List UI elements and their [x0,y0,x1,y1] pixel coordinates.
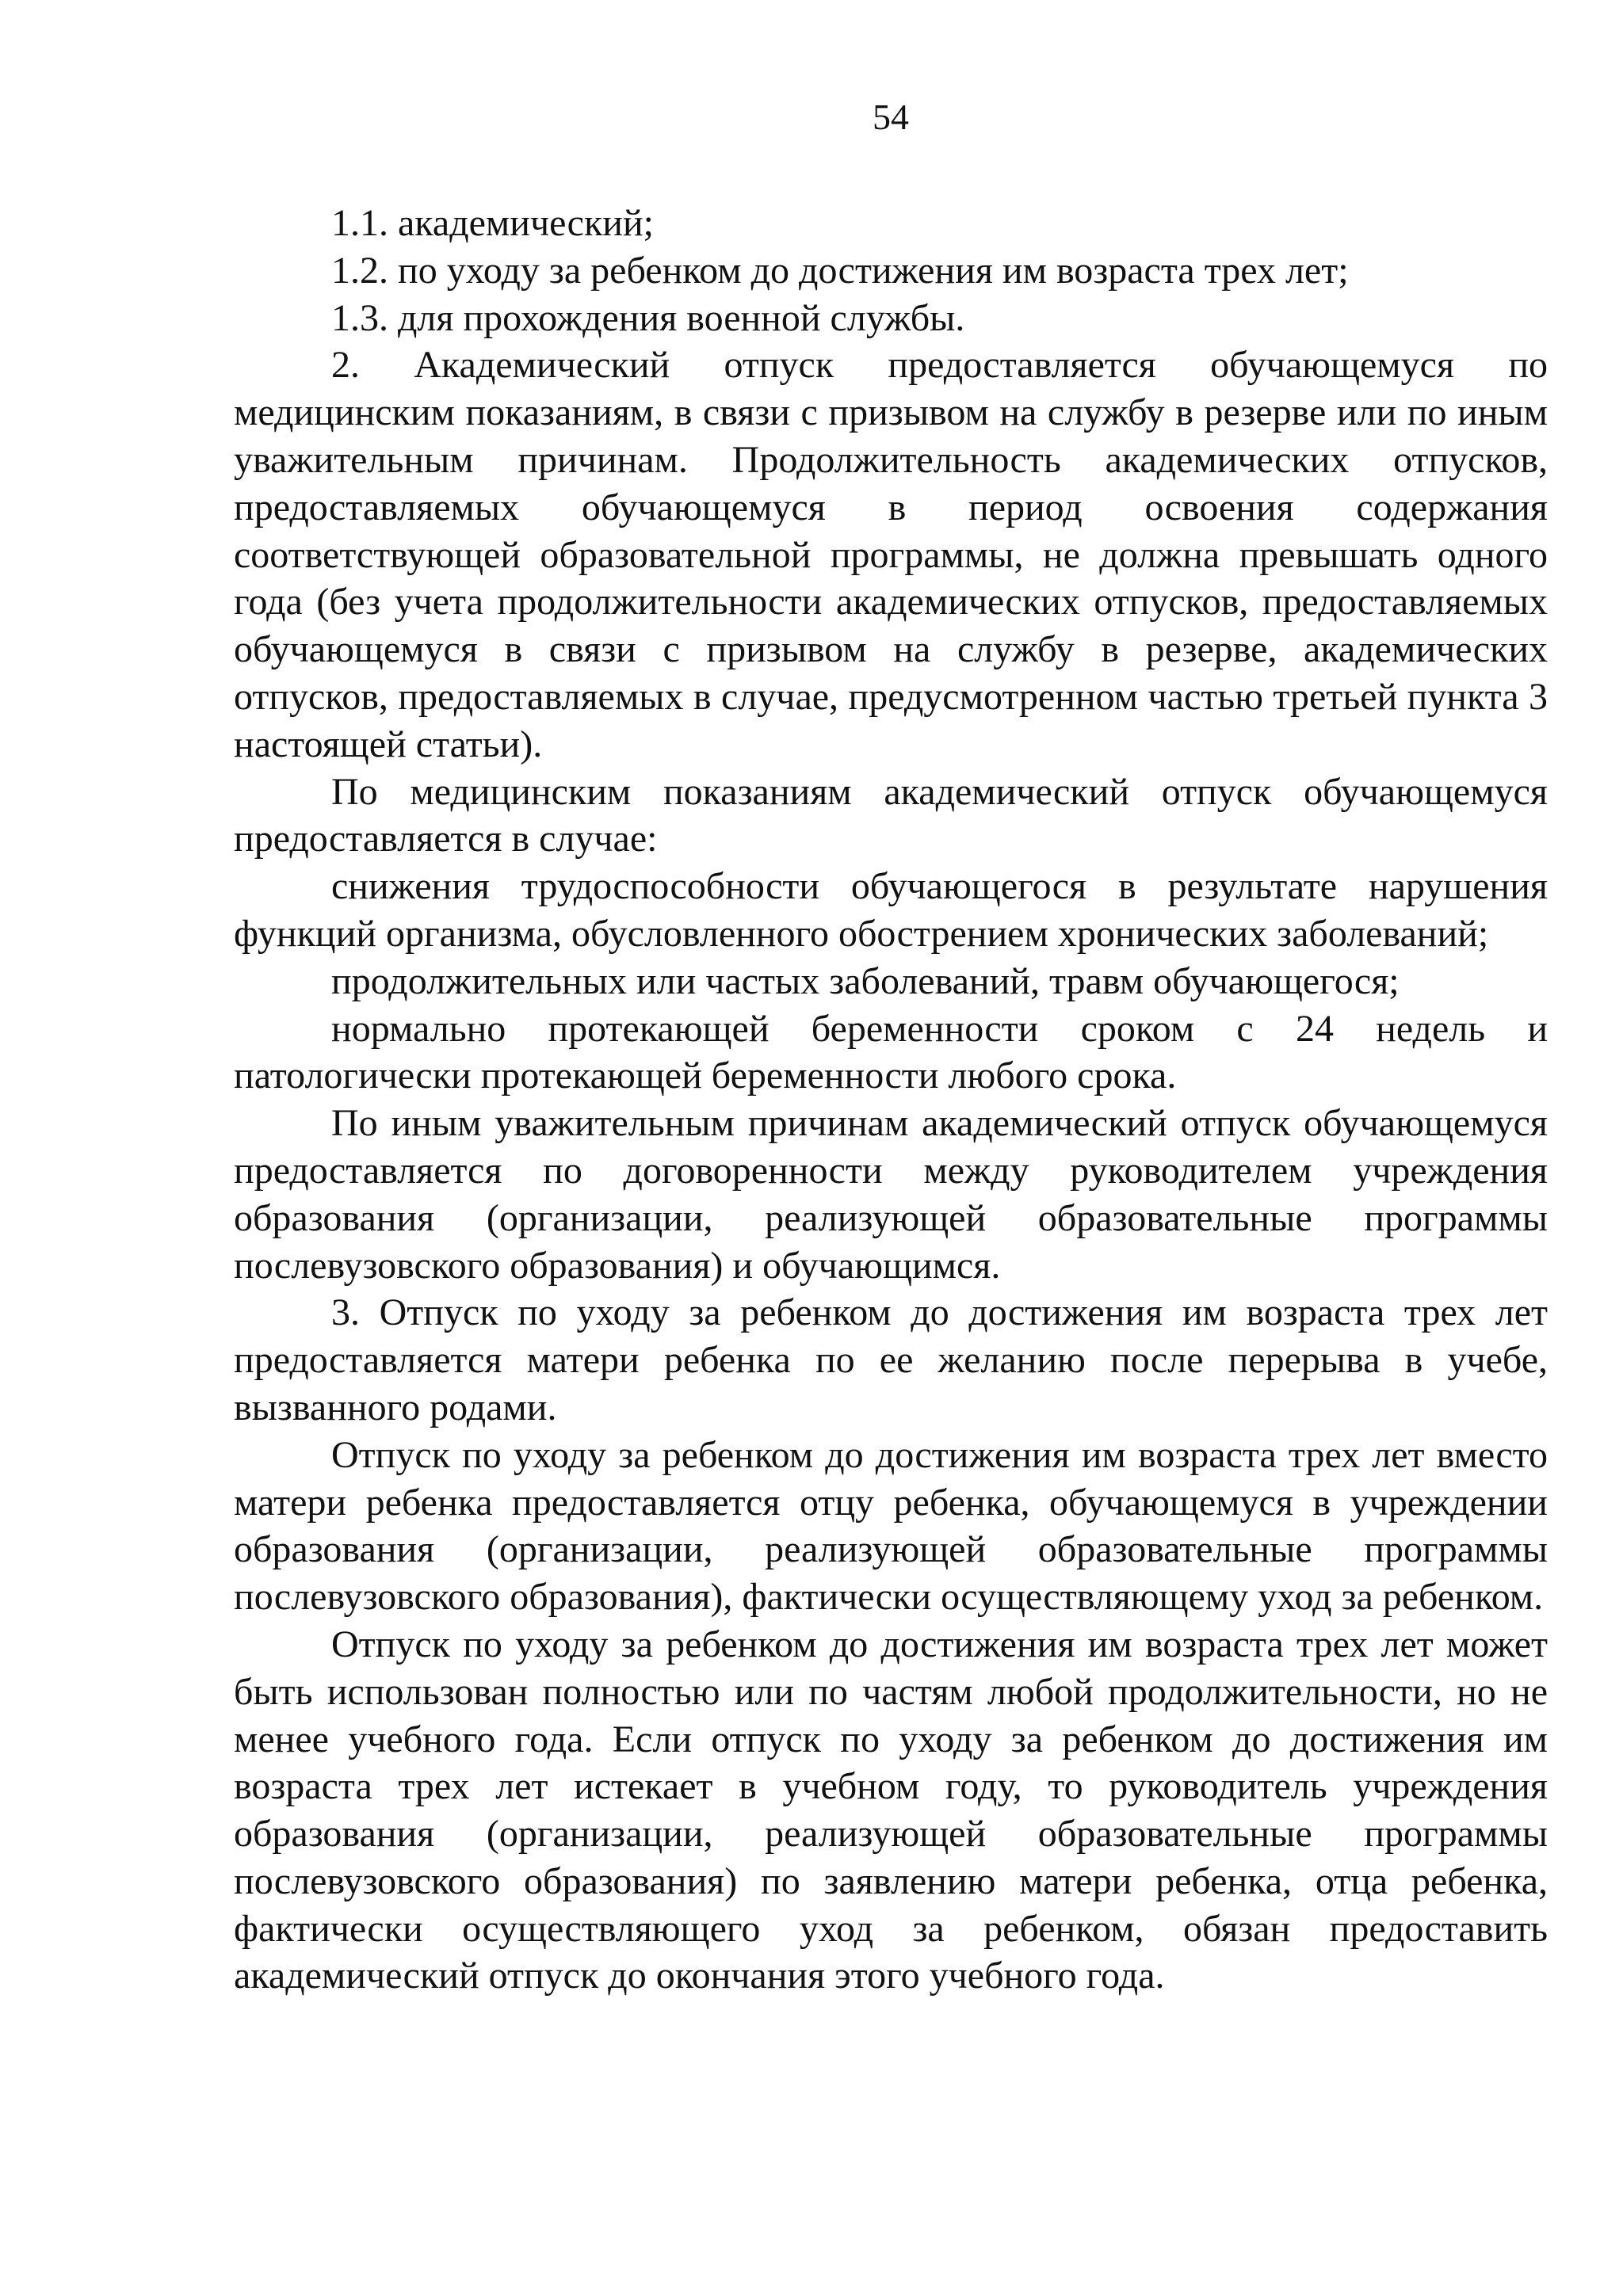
list-item-1-3: 1.3. для прохождения военной службы. [331,296,965,339]
paragraph-frequent-illness: продолжительных или частых заболеваний, травм обучающегося; [331,959,1400,1002]
page-number: 54 [873,97,909,137]
paragraph-pregnancy: нормально протекающей беременности сроком с 24 недель и патологически протекающей беременности любого срока. [234,1007,1548,1097]
list-item-1-2: 1.2. по уходу за ребенком до достижения им возраста трех лет; [331,249,1349,292]
paragraph-reduced-capacity: снижения трудоспособности обучающегося в результате нарушения функций организма, обусловленного обострением хронических заболеваний; [234,865,1548,955]
list-item-1-1: 1.1. академический; [331,202,654,244]
paragraph-other-reasons: По иным уважительным причинам академический отпуск обучающемуся предоставляется по договоренности между руководителем учреждения образования (организации, реализующей образовательные программы послевузовского образования) и обучающимся. [234,1102,1548,1287]
document-body [234,200,1548,2000]
paragraph-leave-usage: Отпуск по уходу за ребенком до достижения им возраста трех лет может быть использован полностью или по частям любой продолжительности, но не менее учебного года. Если отпуск по уходу за ребенком до достижения им возраста трех лет истекает в учебном году, то руководитель учреждения образования (организации, реализующей образовательные программы послевузовского образования) по заявлению матери ребенка, отца ребенка, фактически осуществляющего уход за ребенком, обязан предоставить академический отпуск до окончания этого учебного года. [234,1623,1548,1997]
paragraph-father-leave: Отпуск по уходу за ребенком до достижения им возраста трех лет вместо матери ребенка предоставляется отцу ребенка, обучающемуся в учреждении образования (организации, реализующей образовательные программы послевузовского образования), фактически осуществляющему уход за ребенком. [234,1433,1548,1619]
paragraph-medical-grounds: По медицинским показаниям академический отпуск обучающемуся предоставляется в случае: [234,770,1548,860]
paragraph-clause-3: 3. Отпуск по уходу за ребенком до достижения им возраста трех лет предоставляется матери ребенка по ее желанию после перерыва в учебе, вызванного родами. [234,1291,1548,1428]
paragraph-clause-2: 2. Академический отпуск предоставляется обучающемуся по медицинским показаниям, в связи с призывом на службу в резерве или по иным уважительным причинам. Продолжительность академических отпусков, предоставляемых обучающемуся в период освоения содержания соответствующей образовательной программы, не должна превышать одного года (без учета продолжительности академических отпусков, предоставляемых обучающемуся в связи с призывом на службу в резерве, академических отпусков, предоставляемых в случае, предусмотренном частью третьей пункта 3 настоящей статьи). [234,344,1548,765]
